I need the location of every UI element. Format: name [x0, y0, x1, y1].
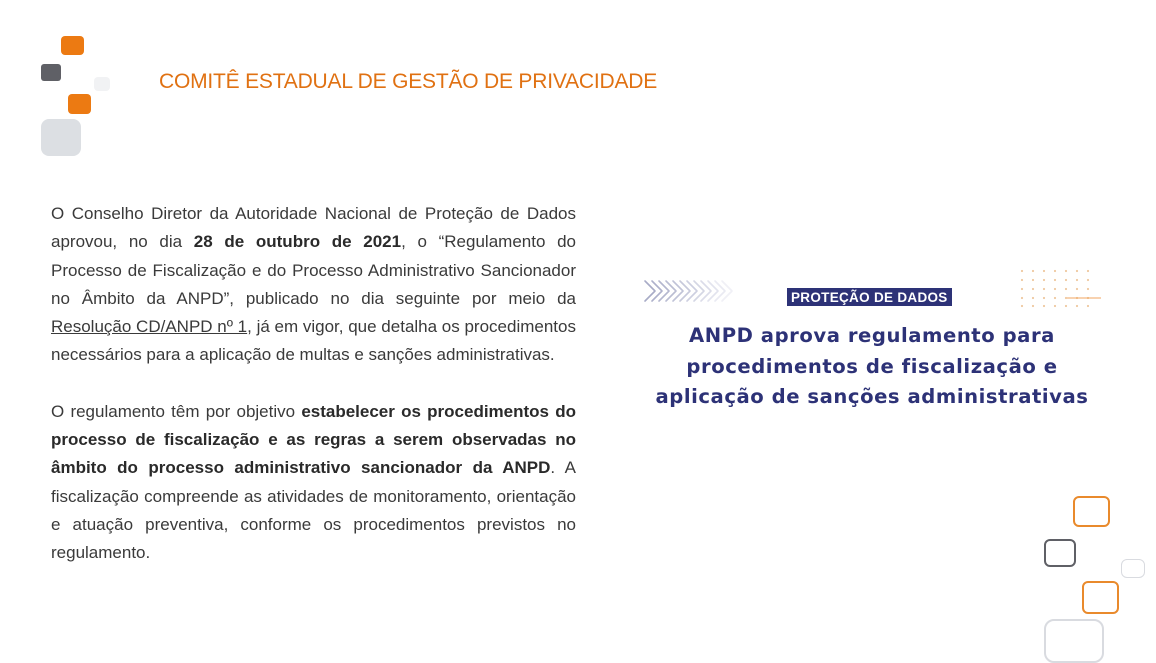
- decorative-square-gray: [41, 64, 61, 81]
- decorative-outline-square-orange: [1082, 581, 1119, 614]
- decorative-outline-square-gray: [1044, 539, 1076, 567]
- headline-line: procedimentos de fiscalização e: [686, 354, 1058, 378]
- approval-date: 28 de outubro de 2021: [193, 232, 402, 252]
- headline-line: aplicação de sanções administrativas: [655, 385, 1089, 408]
- decorative-square-orange: [61, 36, 84, 55]
- paragraph-text: , o “Regulamento do Processo de Fiscalização e do Processo Administrativo Sancionador no Âmbito da ANPD”, publicado no dia seguinte por meio da: [51, 232, 576, 308]
- chevrons-decoration-icon: [643, 279, 753, 303]
- dots-grid-decoration-icon: [1019, 268, 1103, 308]
- objective-highlight: estabelecer os procedimentos do processo de fiscalização e as regras a serem observadas no âmbito do processo administrativo sancionador da ANPD: [51, 401, 576, 478]
- body-text: [51, 200, 576, 568]
- decorative-outline-square-light: [1044, 619, 1104, 663]
- paragraph-objective: [51, 398, 576, 568]
- paragraph-text: O Conselho Diretor da Autoridade Nacional de Proteção de Dados aprovou, no dia: [51, 204, 576, 252]
- paragraph-text: , já em vigor, que detalha os procedimentos necessários para a aplicação de multas e sanções administrativas.: [51, 317, 576, 365]
- resolution-link[interactable]: Resolução CD/ANPD nº 1: [51, 317, 248, 337]
- paragraph-intro: [51, 200, 576, 370]
- decorative-square-light: [41, 119, 81, 156]
- page-title: COMITÊ ESTADUAL DE GESTÃO DE PRIVACIDADE: [159, 70, 658, 93]
- news-headline: [641, 321, 1103, 413]
- paragraph-text: . A fiscalização compreende as atividades de monitoramento, orientação e atuação preventiva, conforme os procedimentos previstos no regulamento.: [51, 458, 576, 563]
- decorative-square-orange: [68, 94, 91, 114]
- decorative-outline-square-orange: [1073, 496, 1110, 527]
- news-card-image: [641, 262, 1103, 426]
- paragraph-text: O regulamento têm por objetivo: [51, 401, 302, 421]
- decorative-outline-square-light: [1121, 559, 1145, 578]
- decorative-square-light: [94, 77, 110, 91]
- headline-line: ANPD aprova regulamento para: [689, 324, 1055, 347]
- news-category-tag: PROTEÇÃO DE DADOS: [787, 288, 952, 306]
